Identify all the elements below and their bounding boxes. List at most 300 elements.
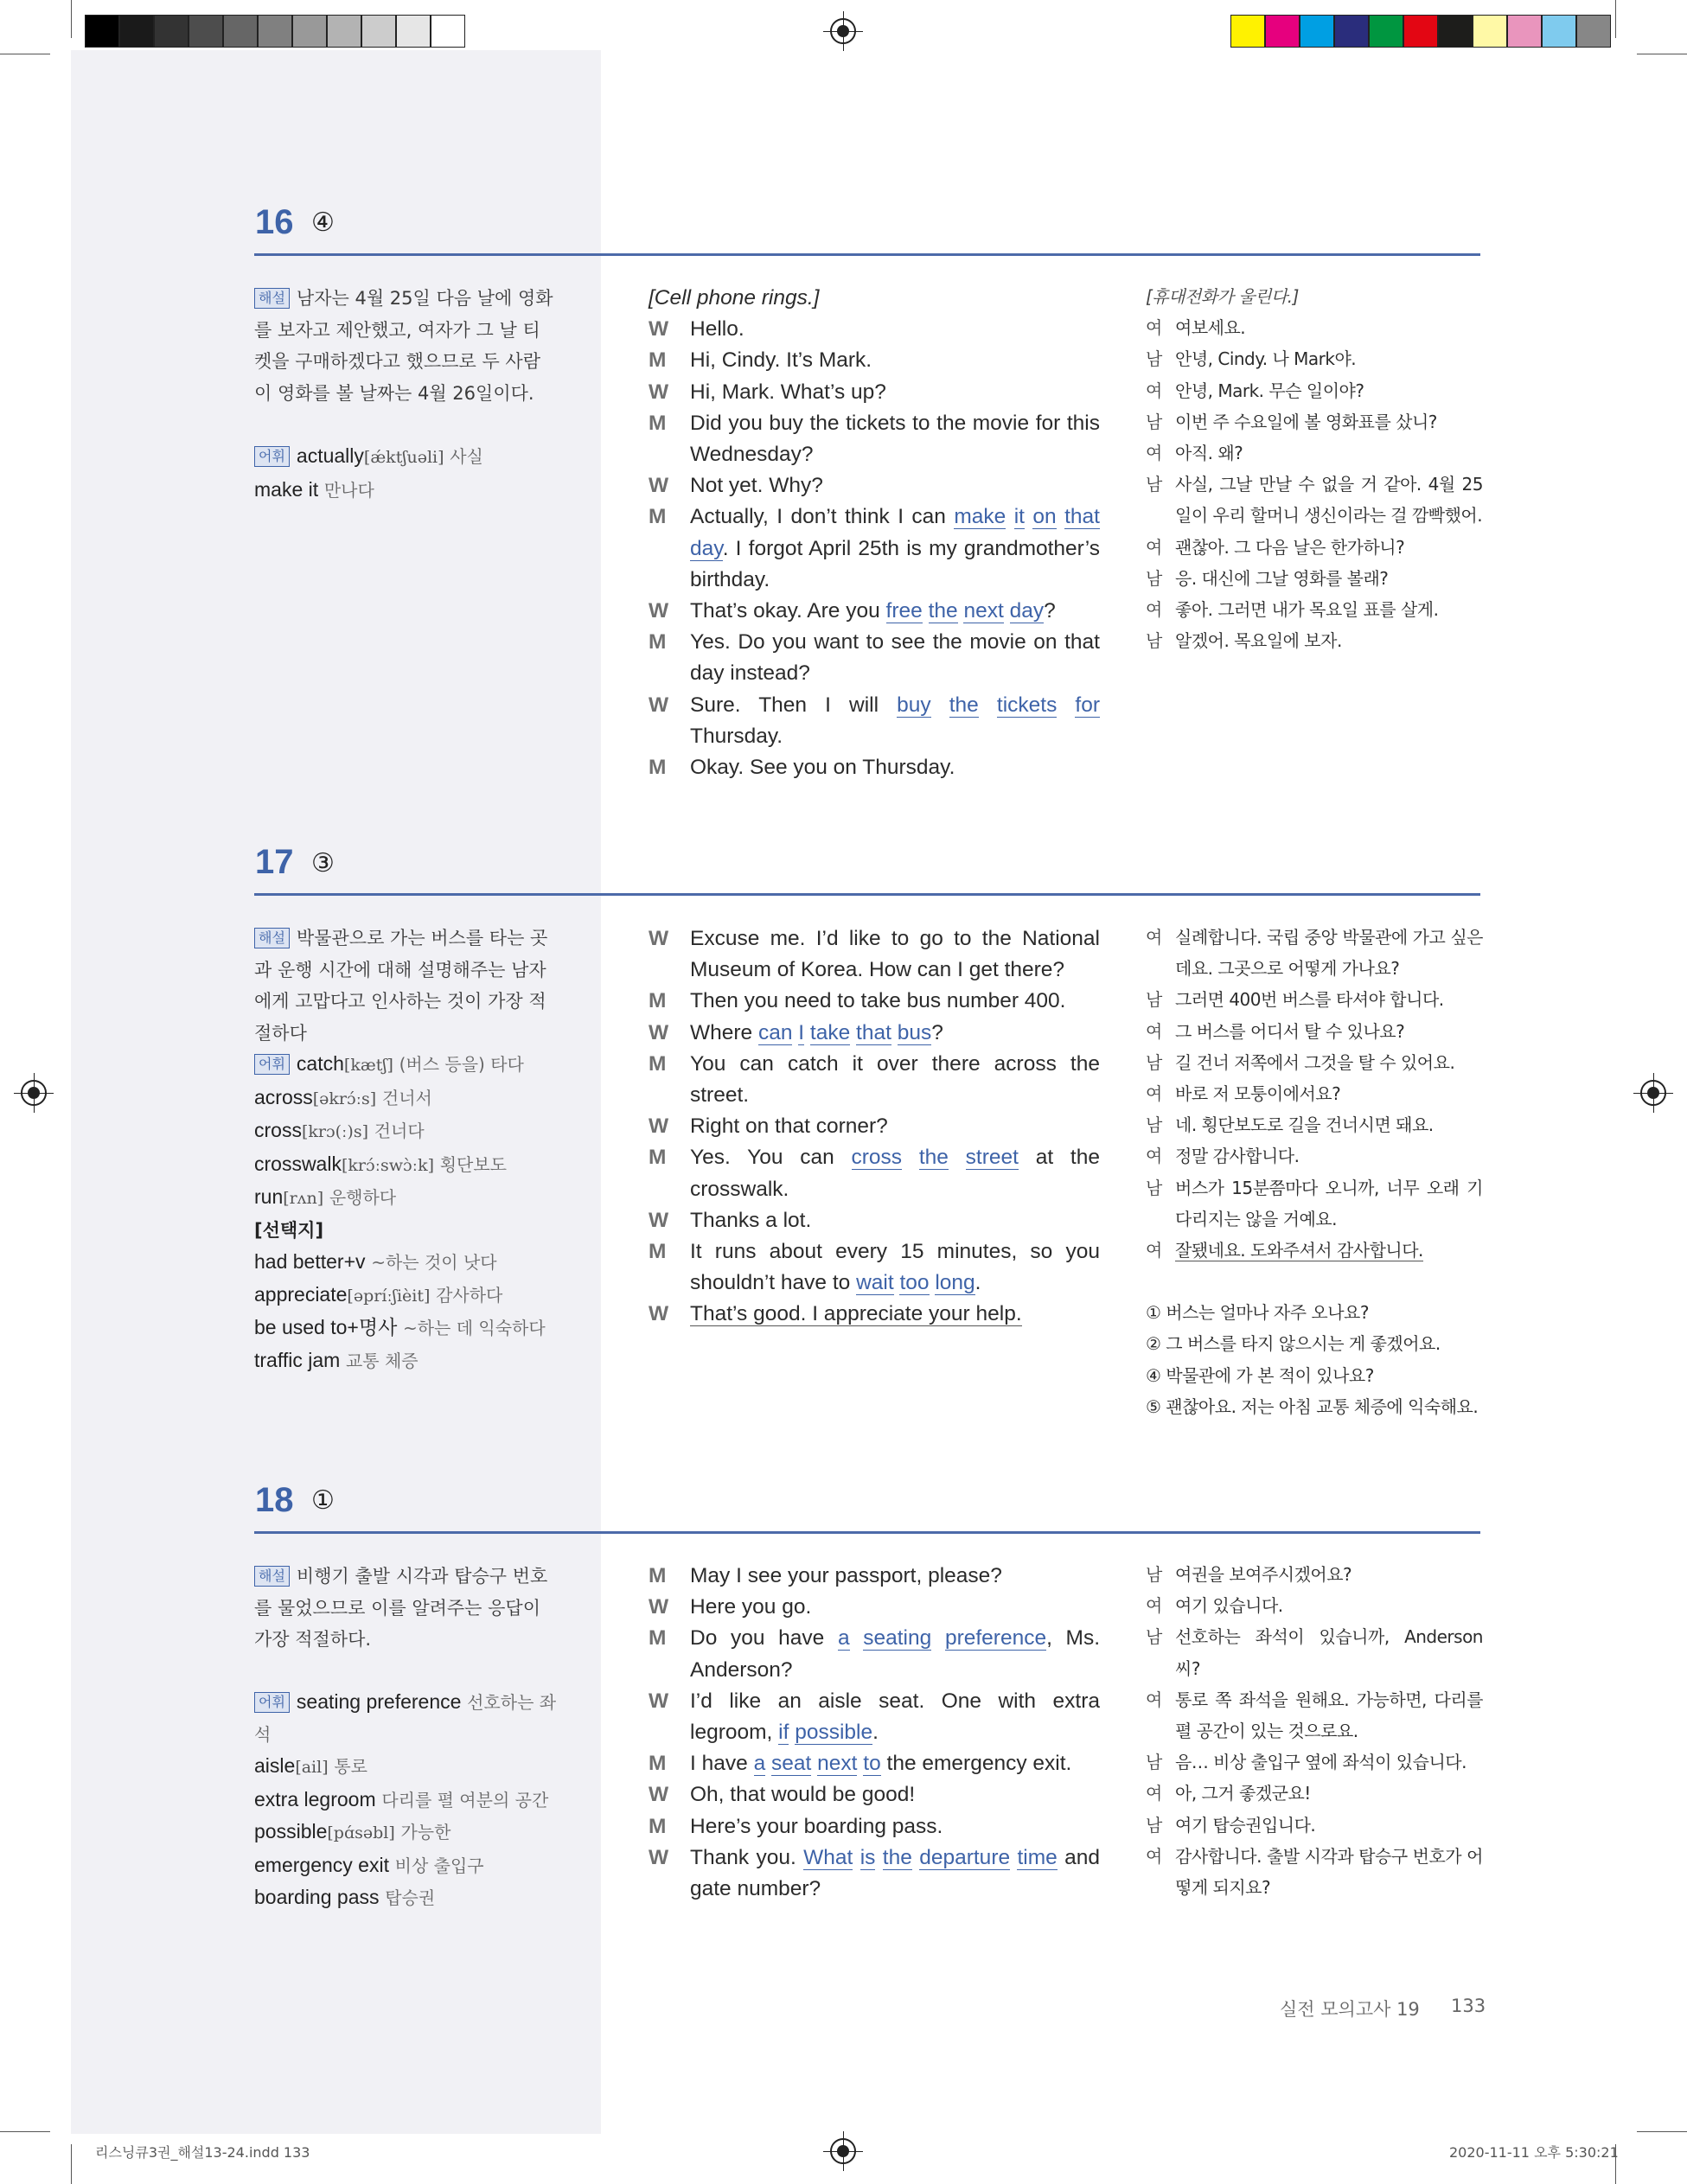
page-number: 133	[1451, 1996, 1486, 2016]
line-text: I have	[690, 1752, 754, 1776]
dialogue-line	[649, 1748, 1100, 1779]
dialogue-text	[690, 1623, 1100, 1685]
speaker-label: 여	[1146, 1083, 1162, 1105]
dialogue-line	[649, 1142, 1100, 1204]
vocab-phonetic: [krɔ́ːswɔ̀ːk]	[341, 1155, 435, 1175]
dialogue-line	[649, 1779, 1100, 1810]
vocab-meaning: 건너서	[381, 1087, 432, 1108]
speaker-label: M	[649, 1564, 667, 1587]
line-text: .	[974, 1271, 981, 1295]
vocab-word: traffic jam	[254, 1348, 341, 1371]
speaker-label: W	[649, 317, 669, 342]
crop-mark	[71, 2144, 72, 2184]
section-rule	[254, 1531, 1480, 1534]
color-swatch	[189, 15, 223, 48]
crop-mark	[71, 0, 72, 38]
line-text: 길 건너 저쪽에서 그것을 탈 수 있어요.	[1175, 1051, 1455, 1073]
blank-answer: can I take that bus	[757, 1020, 932, 1044]
line-text: Sure. Then I will	[690, 693, 898, 717]
color-swatch	[1300, 15, 1334, 48]
dialogue-line	[1146, 1590, 1483, 1621]
vocab-word: catch	[296, 1052, 344, 1075]
speaker-label: M	[649, 756, 667, 780]
line-text: Here’s your boarding pass.	[690, 1814, 943, 1838]
slug-file: 리스닝큐3권_해설13-24.indd 133	[95, 2144, 310, 2161]
vocab-phonetic: [kætʃ]	[343, 1056, 393, 1075]
dialogue-text	[1175, 1172, 1483, 1235]
speaker-label: 여	[1146, 1595, 1162, 1617]
color-swatch	[154, 15, 189, 48]
line-text: the emergency exit.	[880, 1752, 1072, 1776]
answer-mark: ①	[311, 1485, 335, 1516]
speaker-label: 여	[1146, 443, 1162, 464]
dialogue-english	[649, 1561, 1100, 1905]
dialogue-line	[1146, 922, 1483, 984]
answer-line: That’s good. I appreciate your help.	[690, 1302, 1022, 1326]
vocab-tag: 어휘	[254, 446, 290, 467]
dialogue-text	[1175, 1140, 1483, 1172]
explanation	[254, 283, 557, 409]
color-swatch	[1438, 15, 1473, 48]
dialogue-text	[1175, 1235, 1483, 1266]
speaker-label: 여	[1146, 1240, 1162, 1261]
speaker-label: M	[649, 1814, 667, 1838]
vocab-phonetic: [əkrɔ́ːs]	[312, 1089, 377, 1108]
speaker-label: 여	[1146, 536, 1162, 558]
dialogue-line	[1146, 1747, 1483, 1778]
dialogue-text	[690, 986, 1100, 1017]
vocab-phonetic: [əpríːʃièit]	[347, 1286, 431, 1306]
dialogue-text	[690, 752, 1100, 783]
vocab-word: had better+v	[254, 1250, 366, 1273]
vocab-meaning: 선호하는 좌석	[254, 1692, 557, 1745]
line-text: 음… 비상 출입구 옆에 좌석이 있습니다.	[1175, 1752, 1467, 1773]
dialogue-line	[1146, 532, 1483, 563]
question-number: 16	[255, 203, 294, 241]
color-swatch	[361, 15, 396, 48]
line-text: and gate number?	[690, 1845, 1101, 1901]
color-swatch	[327, 15, 361, 48]
dialogue-line	[649, 1205, 1100, 1236]
speaker-label: 여	[1146, 927, 1162, 948]
dialogue-text	[690, 345, 1100, 376]
dialogue-text	[690, 1111, 1100, 1142]
line-text: Thank you.	[690, 1845, 804, 1869]
dialogue-text	[1175, 1016, 1483, 1047]
dialogue-text	[1175, 984, 1483, 1015]
vocab-list	[254, 1686, 557, 1914]
dialogue-text	[1175, 375, 1483, 406]
color-swatch	[431, 15, 465, 48]
line-text: Then you need to take bus number 400.	[690, 989, 1066, 1013]
line-text: 실례합니다. 국립 중앙 박물관에 가고 싶은데요. 그곳으로 어떻게 가나요?	[1175, 927, 1483, 980]
dialogue-line	[1146, 312, 1483, 343]
vocab-meaning: 교통 체증	[345, 1350, 419, 1371]
dialogue-text	[690, 596, 1100, 627]
line-text: I’d like an aisle seat. One with extra legroom,	[690, 1689, 1100, 1745]
dialogue-line	[1146, 1778, 1483, 1809]
speaker-label: 남	[1146, 1626, 1162, 1648]
line-text: 아, 그거 좋겠군요!	[1175, 1783, 1311, 1804]
vocab-word: emergency exit	[254, 1853, 389, 1876]
dialogue-text	[690, 470, 1100, 501]
line-text: 좋아. 그러면 내가 목요일 표를 살게.	[1175, 599, 1439, 621]
registration-mark-icon	[1640, 1080, 1666, 1106]
line-text: It runs about every 15 minutes, so you shouldn’t have to	[690, 1240, 1100, 1295]
vocab-phonetic: [krɔ(ː)s]	[301, 1122, 368, 1141]
line-text: 여기 있습니다.	[1175, 1595, 1283, 1617]
line-text: Yes. You can	[690, 1146, 852, 1170]
answer-mark: ④	[311, 208, 335, 238]
registration-mark-icon	[830, 18, 856, 44]
dialogue-line	[1146, 1016, 1483, 1047]
dialogue-line	[649, 986, 1100, 1017]
speaker-label: W	[649, 380, 669, 404]
vocab-word: run	[254, 1185, 284, 1208]
vocab-word: across	[254, 1085, 313, 1108]
speaker-label: 남	[1146, 1814, 1162, 1836]
dialogue-text	[1175, 1109, 1483, 1140]
color-swatch	[1507, 15, 1542, 48]
speaker-label: 여	[1146, 317, 1162, 339]
dialogue-korean	[1146, 281, 1483, 656]
color-swatch	[1403, 15, 1438, 48]
speaker-label: M	[649, 1240, 667, 1264]
dialogue-line	[649, 470, 1100, 501]
speaker-label: 여	[1146, 1845, 1162, 1867]
registration-mark-icon	[21, 1080, 47, 1106]
dialogue-text	[690, 314, 1100, 345]
dialogue-text	[1175, 437, 1483, 469]
vocab-meaning: 탑승권	[385, 1887, 436, 1908]
dialogue-line	[649, 1842, 1100, 1905]
speaker-label: W	[649, 1208, 669, 1232]
line-text: , Ms. Anderson?	[690, 1626, 1101, 1682]
dialogue-text	[1175, 1047, 1483, 1078]
dialogue-line	[1146, 1559, 1483, 1590]
dialogue-line	[1146, 375, 1483, 406]
dialogue-text	[1175, 1684, 1483, 1747]
line-text: 여기 탑승권입니다.	[1175, 1814, 1316, 1836]
vocab-meaning: 비상 출입구	[394, 1855, 484, 1876]
vocab-word: cross	[254, 1119, 302, 1141]
speaker-label: 여	[1146, 380, 1162, 401]
dialogue-line	[1146, 343, 1483, 374]
vocab-meaning: 통로	[334, 1756, 367, 1777]
vocab-word: appreciate	[254, 1282, 348, 1306]
speaker-label: 남	[1146, 1752, 1162, 1773]
vocab-phonetic: [ǽktʃuəli]	[363, 448, 444, 467]
vocab-word: make it	[254, 477, 319, 501]
dialogue-line	[1146, 563, 1483, 594]
speaker-label: W	[649, 1302, 669, 1326]
line-text: 그 버스를 어디서 탈 수 있나요?	[1175, 1020, 1405, 1042]
dialogue-english	[649, 923, 1100, 1331]
color-swatch	[1230, 15, 1265, 48]
line-text: 안녕, Mark. 무슨 일이야?	[1175, 380, 1364, 401]
dialogue-line	[649, 627, 1100, 689]
question-number: 17	[255, 843, 294, 881]
dialogue-text	[1175, 343, 1483, 374]
speaker-label: M	[649, 989, 667, 1013]
vocab-phonetic: [rʌn]	[283, 1189, 324, 1208]
dialogue-text	[690, 1811, 1100, 1842]
vocab-meaning: 가능한	[400, 1822, 451, 1842]
explanation-tag: 해설	[254, 288, 290, 309]
dialogue-text	[690, 1686, 1100, 1748]
line-text: 선호하는 좌석이 있습니까, Anderson 씨?	[1175, 1626, 1483, 1679]
vocab-word: possible	[254, 1820, 328, 1842]
line-text: ?	[931, 1020, 943, 1044]
choices-label: [선택지]	[254, 1219, 324, 1241]
dialogue-text	[1175, 469, 1483, 531]
dialogue-line	[1146, 984, 1483, 1015]
dialogue-text	[1175, 312, 1483, 343]
dialogue-line	[1146, 1140, 1483, 1172]
speaker-label: W	[649, 1020, 669, 1044]
dialogue-text	[690, 408, 1100, 470]
speaker-label: W	[649, 1595, 669, 1619]
line-text: 아직. 왜?	[1175, 443, 1243, 464]
dialogue-text	[690, 1842, 1100, 1905]
dialogue-text	[1175, 563, 1483, 594]
dialogue-line	[649, 1561, 1100, 1592]
vocab-meaning: 건너다	[374, 1121, 425, 1141]
explanation	[254, 923, 557, 1049]
answer-mark: ③	[311, 848, 335, 878]
stage-direction: [휴대전화가 울린다.]	[1146, 286, 1299, 307]
dialogue-text	[690, 1779, 1100, 1810]
line-text: 감사합니다. 출발 시각과 탑승구 번호가 어떻게 되지요?	[1175, 1845, 1483, 1899]
stage-direction: [Cell phone rings.]	[649, 286, 820, 310]
line-text: 바로 저 모퉁이에서요?	[1175, 1083, 1341, 1105]
blank-answer: cross the street	[851, 1146, 1019, 1170]
dialogue-line	[1146, 625, 1483, 656]
blank-answer: make it on that day	[690, 505, 1100, 560]
line-text: Hi, Mark. What’s up?	[690, 380, 886, 404]
dialogue-text	[1175, 625, 1483, 656]
vocab-meaning: 사실	[450, 446, 483, 467]
crop-mark	[1637, 2131, 1687, 2132]
choice-option: ④ 박물관에 가 본 적이 있나요?	[1146, 1364, 1374, 1386]
speaker-label: 남	[1146, 1177, 1162, 1198]
dialogue-text	[690, 501, 1100, 596]
section-rule	[254, 253, 1480, 256]
vocab-meaning: 운행하다	[329, 1187, 397, 1208]
dialogue-line	[649, 1049, 1100, 1111]
speaker-label: 여	[1146, 1689, 1162, 1710]
line-text: Yes. Do you want to see the movie on that day instead?	[690, 630, 1100, 686]
line-text: 안녕, Cindy. 나 Mark야.	[1175, 348, 1357, 370]
speaker-label: 남	[1146, 567, 1162, 589]
vocab-word: aisle	[254, 1754, 296, 1777]
dialogue-text	[1175, 1621, 1483, 1683]
color-swatch	[1334, 15, 1369, 48]
speaker-label: 남	[1146, 348, 1162, 370]
line-text: Right on that corner?	[690, 1114, 888, 1139]
dialogue-text	[1175, 1559, 1483, 1590]
dialogue-text	[1175, 406, 1483, 437]
dialogue-text	[1175, 1078, 1483, 1109]
vocab-word: seating preference	[296, 1690, 462, 1713]
speaker-label: M	[649, 411, 667, 435]
dialogue-text	[690, 377, 1100, 408]
choice-option: ① 버스는 얼마나 자주 오나요?	[1146, 1302, 1369, 1324]
dialogue-line	[1146, 469, 1483, 531]
dialogue-line	[1146, 437, 1483, 469]
dialogue-text	[1175, 532, 1483, 563]
dialogue-line	[649, 1018, 1100, 1049]
blank-answer: What is the departure time	[803, 1845, 1058, 1869]
dialogue-text	[1175, 1747, 1483, 1778]
vocab-meaning: (버스 등을) 타다	[399, 1054, 524, 1075]
vocab-meaning: 만나다	[323, 479, 374, 501]
dialogue-korean	[1146, 1559, 1483, 1903]
line-text: ?	[1044, 599, 1056, 623]
color-swatch	[258, 15, 292, 48]
dialogue-line	[649, 1686, 1100, 1748]
dialogue-line	[1146, 1109, 1483, 1140]
vocab-meaning: ~하는 데 익숙하다	[402, 1318, 546, 1338]
speaker-label: W	[649, 1114, 669, 1139]
vocab-tag: 어휘	[254, 1692, 290, 1713]
line-text: 그러면 400번 버스를 타셔야 합니다.	[1175, 989, 1444, 1011]
dialogue-line	[649, 1592, 1100, 1623]
explanation-tag: 해설	[254, 1566, 290, 1587]
line-text: 이번 주 수요일에 볼 영화표를 샀니?	[1175, 411, 1437, 432]
line-text: Not yet. Why?	[690, 474, 823, 498]
speaker-label: 남	[1146, 474, 1162, 495]
line-text: . I forgot April 25th is my grandmother’s birthday.	[690, 536, 1100, 591]
speaker-label: 여	[1146, 599, 1162, 621]
color-swatch	[292, 15, 327, 48]
vocab-meaning: 횡단보도	[439, 1153, 507, 1175]
dialogue-line	[649, 1111, 1100, 1142]
blank-answer: if possible	[778, 1721, 873, 1745]
dialogue-text	[690, 1236, 1100, 1299]
dialogue-text	[1175, 922, 1483, 984]
vocab-word: boarding pass	[254, 1886, 380, 1908]
dialogue-line	[649, 408, 1100, 470]
dialogue-text	[690, 923, 1100, 986]
dialogue-line	[649, 1236, 1100, 1299]
color-swatch	[1265, 15, 1300, 48]
line-text: Thursday.	[690, 724, 783, 748]
speaker-label: 남	[1146, 1564, 1162, 1585]
line-text: Excuse me. I’d like to go to the National Museum of Korea. How can I get there?	[690, 927, 1100, 982]
dialogue-text	[1175, 1590, 1483, 1621]
speaker-label: M	[649, 1146, 667, 1170]
dialogue-text	[1175, 1841, 1483, 1903]
line-text: Where	[690, 1020, 758, 1044]
vocab-phonetic: [pɑ́səbl]	[327, 1823, 395, 1842]
blank-answer: buy the tickets for	[897, 693, 1101, 717]
section-rule	[254, 893, 1480, 896]
line-text: 응. 대신에 그날 영화를 볼래?	[1175, 567, 1389, 589]
blank-answer: wait too long	[856, 1271, 975, 1295]
speaker-label: M	[649, 1752, 667, 1776]
line-text: Hello.	[690, 317, 744, 342]
speaker-label: 여	[1146, 1020, 1162, 1042]
dialogue-text	[690, 1592, 1100, 1623]
dialogue-text	[1175, 1778, 1483, 1809]
dialogue-line	[649, 690, 1100, 752]
line-text: .	[872, 1721, 879, 1745]
dialogue-line	[649, 501, 1100, 596]
line-text: Actually, I don’t think I can	[690, 505, 955, 529]
dialogue-line	[1146, 1235, 1483, 1266]
line-text: Here you go.	[690, 1595, 812, 1619]
dialogue-text	[690, 690, 1100, 752]
line-text: 괜찮아. 그 다음 날은 한가하니?	[1175, 536, 1405, 558]
dialogue-text	[1175, 594, 1483, 625]
dialogue-text	[690, 627, 1100, 689]
speaker-label: M	[649, 1626, 667, 1651]
slug-timestamp: 2020-11-11 오후 5:30:21	[1449, 2144, 1619, 2161]
line-text: 버스가 15분쯤마다 오니까, 너무 오래 기다리지는 않을 거예요.	[1175, 1177, 1483, 1229]
speaker-label: M	[649, 1051, 667, 1076]
section-label: 실전 모의고사 19	[1280, 1999, 1420, 2020]
dialogue-line	[1146, 406, 1483, 437]
line-text: Okay. See you on Thursday.	[690, 756, 955, 780]
speaker-label: M	[649, 505, 667, 529]
dialogue-line	[1146, 1078, 1483, 1109]
dialogue-line	[649, 314, 1100, 345]
dialogue-text	[690, 1748, 1100, 1779]
dialogue-text	[690, 1205, 1100, 1236]
speaker-label: W	[649, 1845, 669, 1869]
color-swatch	[1369, 15, 1403, 48]
speaker-label: 여	[1146, 1783, 1162, 1804]
speaker-label: 남	[1146, 1051, 1162, 1073]
explanation-text: 비행기 출발 시각과 탑승구 번호를 물었으므로 이를 알려주는 응답이 가장 적절하다.	[254, 1566, 548, 1650]
dialogue-line	[1146, 1047, 1483, 1078]
dialogue-text	[690, 1018, 1100, 1049]
line-text: Hi, Cindy. It’s Mark.	[690, 348, 872, 373]
registration-mark-icon	[830, 2138, 856, 2164]
dialogue-line	[649, 1623, 1100, 1685]
line-text: That’s okay. Are you	[690, 599, 886, 623]
vocab-meaning: 감사하다	[436, 1284, 503, 1306]
color-swatch	[396, 15, 431, 48]
color-swatch	[1542, 15, 1576, 48]
line-text: 정말 감사합니다.	[1175, 1146, 1300, 1167]
speaker-label: W	[649, 599, 669, 623]
blank-answer: a seating preference	[837, 1626, 1047, 1651]
dialogue-text	[1175, 1810, 1483, 1841]
vocab-word: be used to+명사	[254, 1316, 398, 1338]
color-swatch	[1473, 15, 1507, 48]
dialogue-text	[690, 1561, 1100, 1592]
vocab-meaning: ~하는 것이 낫다	[371, 1252, 497, 1273]
explanation-text: 박물관으로 가는 버스를 타는 곳과 운행 시간에 대해 설명해주는 남자에게 고맙다고 인사하는 것이 가장 적절하다	[254, 928, 548, 1044]
explanation	[254, 1561, 557, 1656]
dialogue-text	[690, 1049, 1100, 1111]
speaker-label: 남	[1146, 989, 1162, 1011]
vocab-phonetic: [ail]	[295, 1758, 329, 1777]
dialogue-line	[649, 1811, 1100, 1842]
blank-answer: a seat next to	[753, 1752, 881, 1776]
line-text: at the crosswalk.	[690, 1146, 1100, 1201]
vocab-list	[254, 1048, 557, 1376]
line-text: Oh, that would be good!	[690, 1783, 916, 1807]
dialogue-text	[690, 1299, 1100, 1330]
line-text: Do you have	[690, 1626, 838, 1651]
vocab-tag: 어휘	[254, 1054, 290, 1075]
line-text: May I see your passport, please?	[690, 1564, 1002, 1587]
line-text: You can catch it over there across the street.	[690, 1051, 1100, 1108]
line-text: 통로 쪽 좌석을 원해요. 가능하면, 다리를 펼 공간이 있는 것으로요.	[1175, 1689, 1483, 1742]
